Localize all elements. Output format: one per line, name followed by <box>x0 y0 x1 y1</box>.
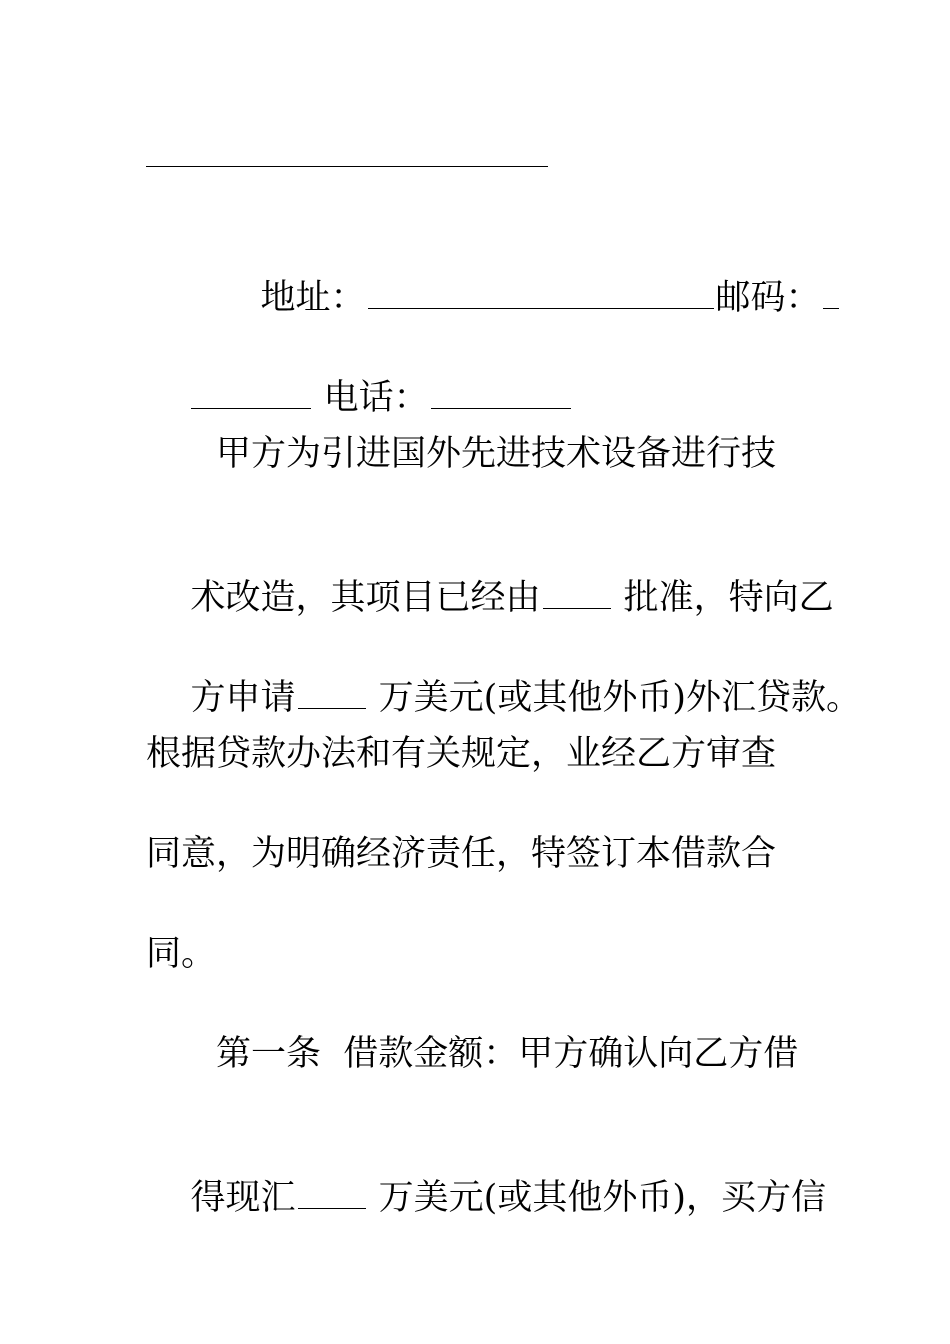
approver-blank <box>543 578 611 609</box>
paragraph-1-line-6: 同。 <box>146 934 217 974</box>
postcode-blank-end <box>191 378 311 409</box>
text-segment: 万美元(或其他外币)外汇贷款。 <box>378 678 861 718</box>
signature-line <box>146 166 548 167</box>
amount-blank <box>298 678 366 709</box>
article-1-line-2 <box>146 1132 826 1264</box>
postcode-blank-start <box>823 278 839 309</box>
text-segment: 术改造，其项目已经由 <box>190 578 541 618</box>
cash-amount-blank <box>298 1178 366 1209</box>
text-segment: 万美元(或其他外币)，买方信 <box>378 1178 826 1218</box>
address-label: 地址： <box>260 278 366 318</box>
text-segment: 方申请 <box>190 678 296 718</box>
text-segment: 批准，特向乙 <box>623 578 834 618</box>
postcode-label: 邮码： <box>715 278 821 318</box>
address-blank <box>368 278 714 309</box>
text-segment: 得现汇 <box>190 1178 296 1218</box>
paragraph-1-line-1: 甲方为引进国外先进技术设备进行技 <box>216 434 777 474</box>
paragraph-1-line-4: 根据贷款办法和有关规定，业经乙方审查 <box>146 734 777 774</box>
paragraph-1-line-5: 同意，为明确经济责任，特签订本借款合 <box>146 834 777 874</box>
phone-blank <box>431 378 571 409</box>
phone-label: 电话： <box>323 378 429 418</box>
article-1-line-1: 第一条 借款金额：甲方确认向乙方借 <box>216 1034 799 1074</box>
